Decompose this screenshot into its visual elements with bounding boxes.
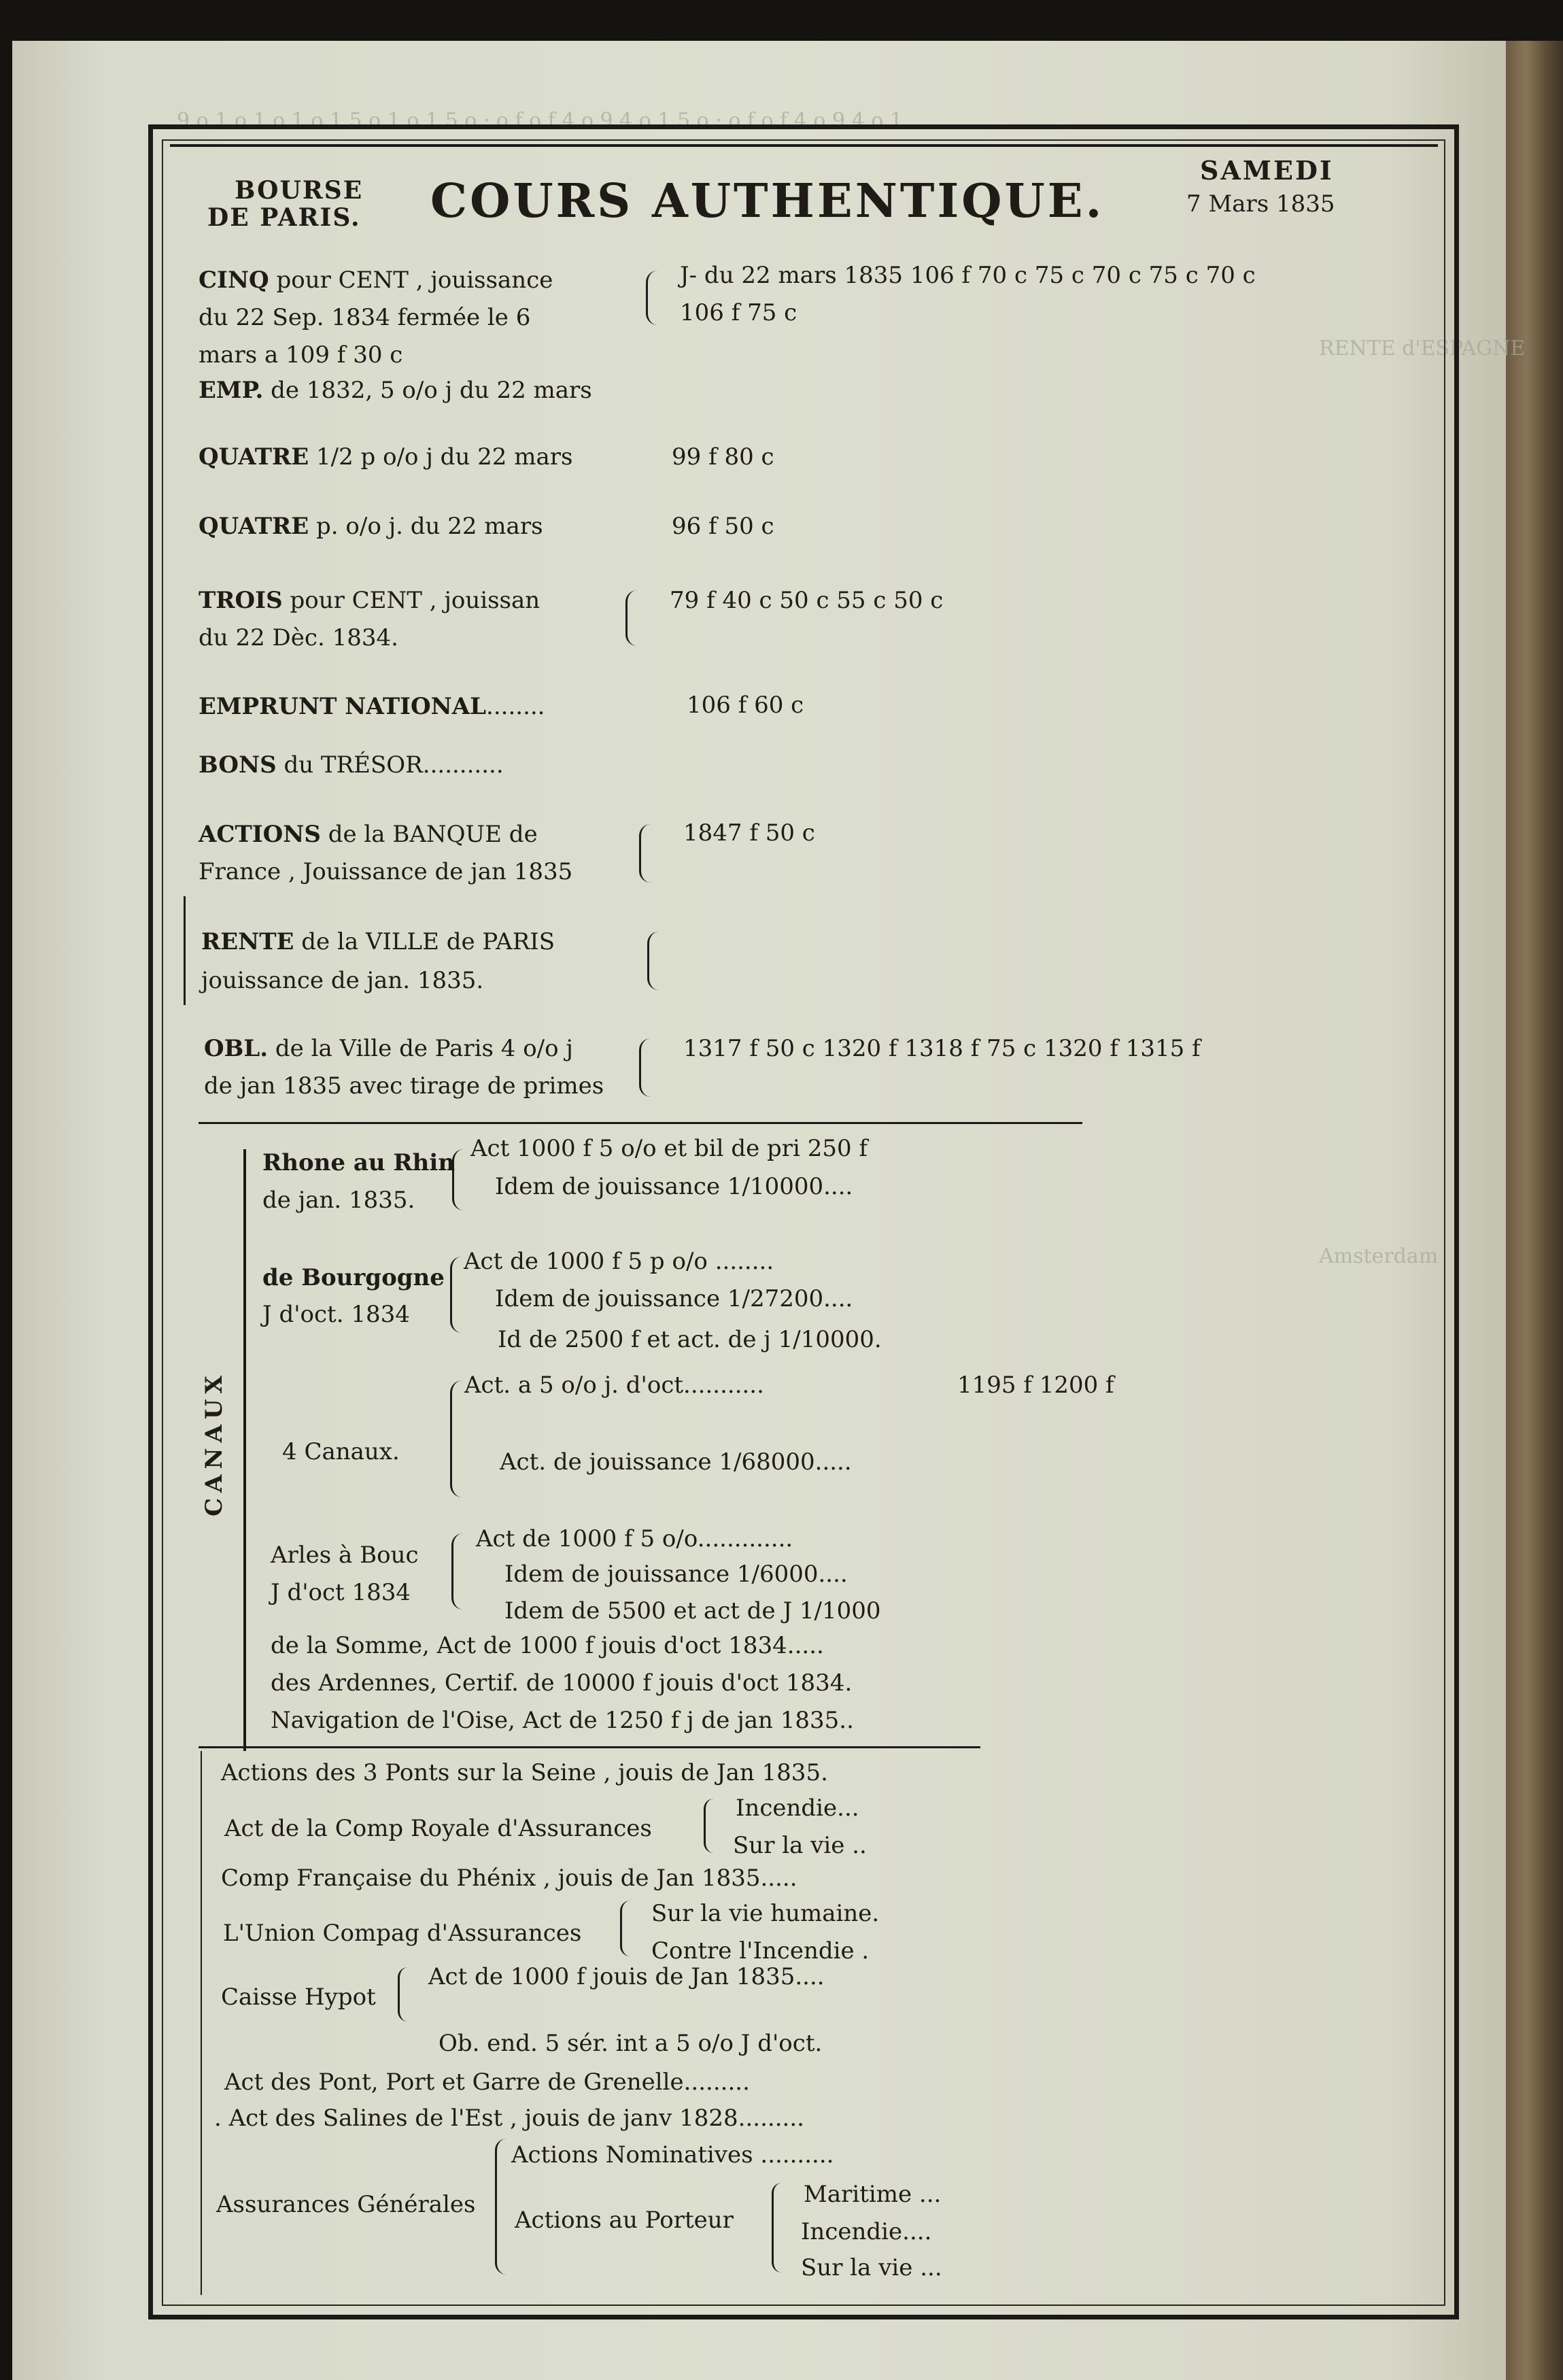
porteur-option: Incendie.... (801, 2218, 932, 2245)
actions-banque-detail: France , Jouissance de jan 1835 (199, 858, 573, 885)
rente-quatre-prices: 96 f 50 c (672, 513, 774, 540)
bleed-through-text: 9 o 1 o 1 o 1 o 1 5 o 1 o 1 5 o · o f o f 4 o 9 4 o 1 5 o · o f o f 4 o 9 4 o 1 (177, 109, 903, 133)
rente-cinq-prices: J- du 22 mars 1835 106 f 70 c 75 c 70 c 75 c 70 c (680, 262, 1256, 289)
grenelle: Act des Pont, Port et Garre de Grenelle......... (224, 2069, 750, 2096)
canal-bourgogne-name: de Bourgogne (262, 1264, 445, 1291)
canaux-section-label: CANAUX (201, 1370, 228, 1516)
brace (625, 590, 637, 646)
ponts-seine: Actions des 3 Ponts sur la Seine , jouis de Jan 1835. (221, 1759, 828, 1786)
page-title: COURS AUTHENTIQUE. (430, 174, 1105, 228)
brace (620, 1901, 630, 1956)
bourse-label: DE PARIS. (207, 203, 361, 232)
book-spine (1506, 41, 1563, 2380)
brace (646, 271, 657, 325)
comp-royale-option: Sur la vie .. (733, 1832, 867, 1859)
caisse-option: Act de 1000 f jouis de Jan 1835.... (428, 1963, 825, 1990)
brace (495, 2139, 506, 2275)
bleed-through-text: RENTE d'ESPAGNE (1319, 337, 1526, 360)
rente-ville: RENTE de la VILLE de PARIS (201, 928, 555, 955)
canal-bourgogne-line: Id de 2500 f et act. de j 1/10000. (498, 1326, 882, 1353)
rente-trois: TROIS pour CENT , jouissan (199, 587, 540, 614)
salines-est: . Act des Salines de l'Est , jouis de janv 1828......... (214, 2105, 804, 2132)
canal-somme: de la Somme, Act de 1000 f jouis d'oct 1834..... (271, 1632, 824, 1659)
section-rule (199, 1746, 980, 1748)
generales-nominatives: Actions Nominatives .......... (511, 2141, 834, 2169)
caisse-option: Ob. end. 5 sér. int a 5 o/o J d'oct. (439, 2030, 823, 2057)
brace (452, 1149, 464, 1210)
rente-trois-detail: du 22 Dèc. 1834. (199, 624, 398, 651)
comp-phenix: Comp Française du Phénix , jouis de Jan 1835..... (221, 1865, 797, 1892)
union-option: Contre l'Incendie . (651, 1937, 870, 1965)
rente-trois-prices: 79 f 40 c 50 c 55 c 50 c (670, 587, 944, 614)
canal-quatre-line: Act. de jouissance 1/68000..... (500, 1448, 852, 1476)
rente-quatre: QUATRE p. o/o j. du 22 mars (199, 513, 543, 540)
canal-quatre-name: 4 Canaux. (282, 1438, 400, 1465)
margin-rule (201, 1751, 202, 2295)
canal-arles-line: Idem de jouissance 1/6000.... (504, 1561, 848, 1588)
bons-tresor: BONS du TRÉSOR........... (199, 751, 504, 779)
canal-bourgogne-date: J d'oct. 1834 (262, 1301, 410, 1328)
canal-rhone-name: Rhone au Rhin (262, 1149, 456, 1176)
rente-ville-detail: jouissance de jan. 1835. (201, 967, 484, 994)
emprunt-national-prices: 106 f 60 c (687, 692, 804, 719)
canal-rhone-line: Idem de jouissance 1/10000.... (495, 1173, 853, 1200)
brace (704, 1799, 714, 1853)
rente-quatre-demi-prices: 99 f 80 c (672, 443, 774, 471)
canal-quatre-line: Act. a 5 o/o j. d'oct........... (464, 1372, 764, 1399)
bourse-label: BOURSE (235, 176, 364, 205)
canal-arles-date: J d'oct 1834 (271, 1579, 411, 1606)
brace (639, 824, 651, 883)
canal-arles-line: Idem de 5500 et act de J 1/1000 (504, 1597, 881, 1625)
canaux-rule (243, 1149, 246, 1751)
emprunt-national: EMPRUNT NATIONAL........ (199, 693, 545, 720)
obl-ville-prices: 1317 f 50 c 1320 f 1318 f 75 c 1320 f 1315 f (683, 1035, 1201, 1062)
assurances-generales: Assurances Générales (216, 2191, 476, 2218)
obl-ville: OBL. de la Ville de Paris 4 o/o j (204, 1035, 573, 1062)
actions-banque-prices: 1847 f 50 c (683, 819, 815, 847)
brace (451, 1533, 463, 1610)
obl-ville-detail: de jan 1835 avec tirage de primes (204, 1072, 604, 1100)
canal-quatre-price: 1195 f 1200 f (957, 1372, 1114, 1399)
canal-ardennes: des Ardennes, Certif. de 10000 f jouis d'oct 1834. (271, 1669, 853, 1697)
emprunt-1832: EMP. de 1832, 5 o/o j du 22 mars (199, 377, 592, 404)
canal-arles-line: Act de 1000 f 5 o/o............. (476, 1525, 793, 1552)
rente-cinq: CINQ pour CENT , jouissance (199, 267, 553, 294)
canal-oise: Navigation de l'Oise, Act de 1250 f j de jan 1835.. (271, 1707, 854, 1734)
brace (450, 1257, 462, 1333)
union-option: Sur la vie humaine. (651, 1900, 880, 1927)
caisse-hypot: Caisse Hypot (221, 1984, 376, 2011)
porteur-option: Sur la vie ... (801, 2254, 942, 2281)
union-assurances: L'Union Compag d'Assurances (223, 1920, 582, 1947)
brace (398, 1967, 408, 2022)
date-label: 7 Mars 1835 (1186, 190, 1335, 218)
actions-banque: ACTIONS de la BANQUE de (199, 821, 538, 848)
header-rule (170, 144, 1438, 147)
canal-rhone-date: de jan. 1835. (262, 1187, 415, 1214)
brace (772, 2183, 782, 2273)
canal-rhone-line: Act 1000 f 5 o/o et bil de pri 250 f (470, 1135, 868, 1162)
canal-bourgogne-line: Act de 1000 f 5 p o/o ........ (464, 1248, 774, 1275)
brace (450, 1380, 463, 1497)
bleed-through-text: Amsterdam (1319, 1244, 1439, 1268)
brace (647, 932, 659, 990)
comp-royale-option: Incendie... (736, 1795, 859, 1822)
canal-arles-name: Arles à Bouc (271, 1542, 419, 1569)
margin-rule (184, 896, 186, 1005)
rente-quatre-demi: QUATRE 1/2 p o/o j du 22 mars (199, 443, 573, 471)
porteur-option: Maritime ... (804, 2181, 942, 2208)
comp-royale: Act de la Comp Royale d'Assurances (224, 1815, 652, 1842)
day-label: SAMEDI (1200, 155, 1334, 186)
generales-porteur: Actions au Porteur (515, 2207, 734, 2234)
rente-cinq-detail: mars a 109 f 30 c (199, 341, 403, 369)
rente-cinq-detail: du 22 Sep. 1834 fermée le 6 (199, 304, 531, 331)
rente-cinq-prices: 106 f 75 c (680, 299, 797, 326)
canal-bourgogne-line: Idem de jouissance 1/27200.... (495, 1285, 853, 1312)
brace (639, 1038, 651, 1097)
section-rule (199, 1122, 1082, 1124)
